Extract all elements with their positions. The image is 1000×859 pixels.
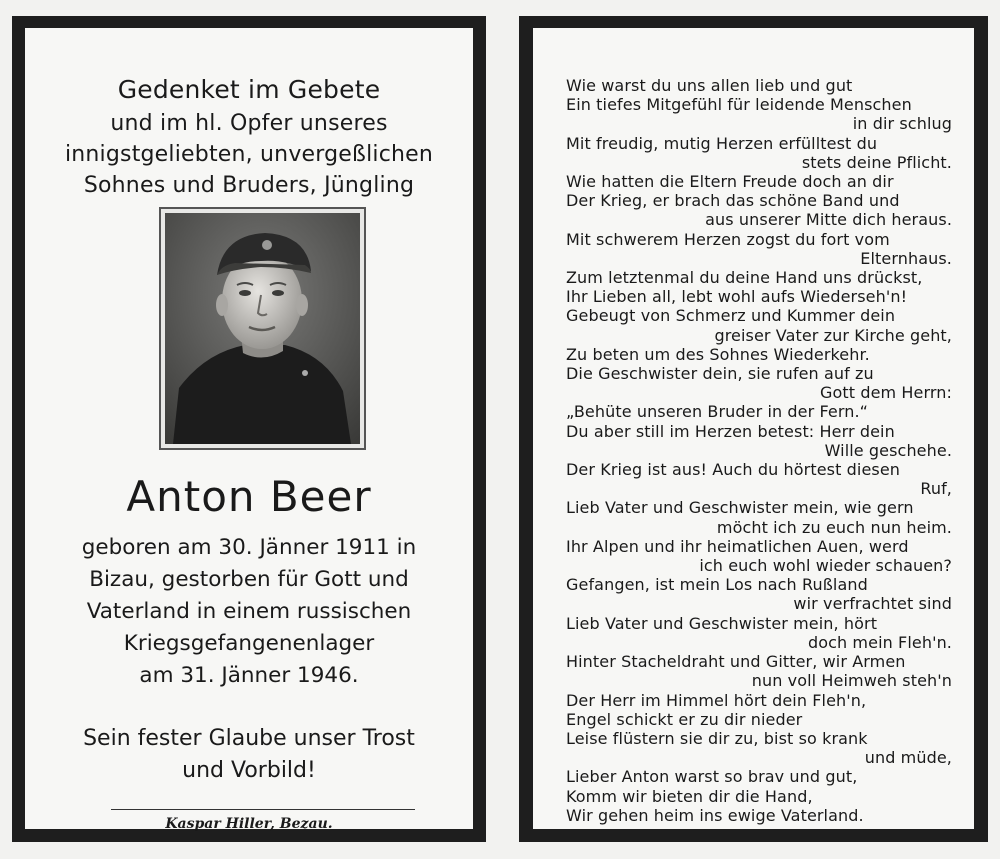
poem-line: Lieber Anton warst so brav und gut, xyxy=(566,767,858,787)
poem-line: Hinter Stacheldraht und Gitter, wir Armen xyxy=(566,652,906,672)
poem-line: Der Krieg ist aus! Auch du hörtest diesen xyxy=(566,460,901,480)
life-dates-text xyxy=(25,532,473,692)
intro-line: Sohnes und Bruders, Jüngling xyxy=(83,173,415,198)
poem-line: nun voll Heimweh steh'n xyxy=(751,671,952,691)
poem-line: stets deine Pflicht. xyxy=(801,152,952,172)
poem-line: Die Geschwister dein, sie rufen auf zu xyxy=(566,364,874,384)
deceased-name: Anton Beer xyxy=(126,472,372,521)
poem-line: wir verfrachtet sind xyxy=(793,594,952,614)
poem-line: möcht ich zu euch nun heim. xyxy=(716,517,952,537)
memorial-card-back xyxy=(519,16,988,842)
poem-line: Gebeugt von Schmerz und Kummer dein xyxy=(566,306,896,326)
poem-line: Gefangen, ist mein Los nach Rußland xyxy=(566,575,868,595)
dates-line: Bizau, gestorben für Gott und xyxy=(89,567,409,592)
poem-line: Leise flüstern sie dir zu, bist so krank xyxy=(566,728,868,748)
poem-line: Mit schwerem Herzen zogst du fort vom xyxy=(566,229,890,249)
intro-line: und im hl. Opfer unseres xyxy=(110,111,388,136)
poem-line: in dir schlug xyxy=(852,114,952,134)
card-back-panel xyxy=(533,28,974,829)
poem-line: Wie hatten die Eltern Freude doch an dir xyxy=(566,172,894,192)
faith-line: Sein fester Glaube unser Trost xyxy=(83,726,415,751)
faith-text xyxy=(25,723,473,787)
poem-line: Du aber still im Herzen betest: Herr dein xyxy=(566,421,895,441)
poem-line: und müde, xyxy=(864,748,952,768)
poem-line: Der Krieg, er brach das schöne Band und xyxy=(566,191,900,211)
poem-line: „Behüte unseren Bruder in der Fern.“ xyxy=(566,402,869,422)
printer-credit: Kaspar Hiller, Bezau. xyxy=(165,816,333,832)
poem-line: Gott dem Herrn: xyxy=(820,383,952,403)
dates-line: Vaterland in einem russischen xyxy=(86,599,412,624)
intro-line: Gedenket im Gebete xyxy=(117,75,381,104)
poem-line: Der Herr im Himmel hört dein Fleh'n, xyxy=(566,690,867,710)
intro-text xyxy=(25,72,473,201)
poem-line: Ihr Alpen und ihr heimatlichen Auen, werd xyxy=(566,536,909,556)
poem-line: Lieb Vater und Geschwister mein, hört xyxy=(566,613,878,633)
poem-line: Lieb Vater und Geschwister mein, wie gern xyxy=(566,498,914,518)
poem-line: Zu beten um des Sohnes Wiederkehr. xyxy=(566,344,870,364)
poem-line: Ein tiefes Mitgefühl für leidende Menschen xyxy=(566,95,912,115)
poem-line: greiser Vater zur Kirche geht, xyxy=(714,325,952,345)
dates-line: am 31. Jänner 1946. xyxy=(139,663,359,688)
poem-line: doch mein Fleh'n. xyxy=(807,632,952,652)
poem-line: Mit freudig, mutig Herzen erfülltest du xyxy=(566,133,878,153)
poem-line: Wille geschehe. xyxy=(824,440,952,460)
intro-line: innigstgeliebten, unvergeßlichen xyxy=(64,142,434,167)
poem-line: Elternhaus. xyxy=(860,248,952,268)
portrait-photo-frame xyxy=(159,207,366,450)
poem-line: Komm wir bieten dir die Hand, xyxy=(566,786,813,806)
memorial-card-front xyxy=(12,16,486,842)
poem-line: Ruf, xyxy=(920,479,952,499)
poem-line: Wie warst du uns allen lieb und gut xyxy=(566,76,853,95)
poem-line: ich euch wohl wieder schauen? xyxy=(699,556,952,576)
card-front-panel xyxy=(25,28,473,832)
dates-line: Kriegsgefangenenlager xyxy=(123,631,375,656)
poem-line: Wir gehen heim ins ewige Vaterland. xyxy=(566,805,864,825)
memorial-poem xyxy=(566,76,952,825)
divider-line xyxy=(111,809,415,810)
faith-line: und Vorbild! xyxy=(182,758,316,783)
poem-line: Zum letztenmal du deine Hand uns drückst, xyxy=(566,268,923,288)
poem-line: Engel schickt er zu dir nieder xyxy=(566,709,803,729)
portrait-photo xyxy=(165,213,360,444)
poem-line: Ihr Lieben all, lebt wohl aufs Wiederseh'n! xyxy=(566,287,908,307)
dates-line: geboren am 30. Jänner 1911 in xyxy=(81,535,417,560)
poem-line: aus unserer Mitte dich heraus. xyxy=(705,210,952,230)
